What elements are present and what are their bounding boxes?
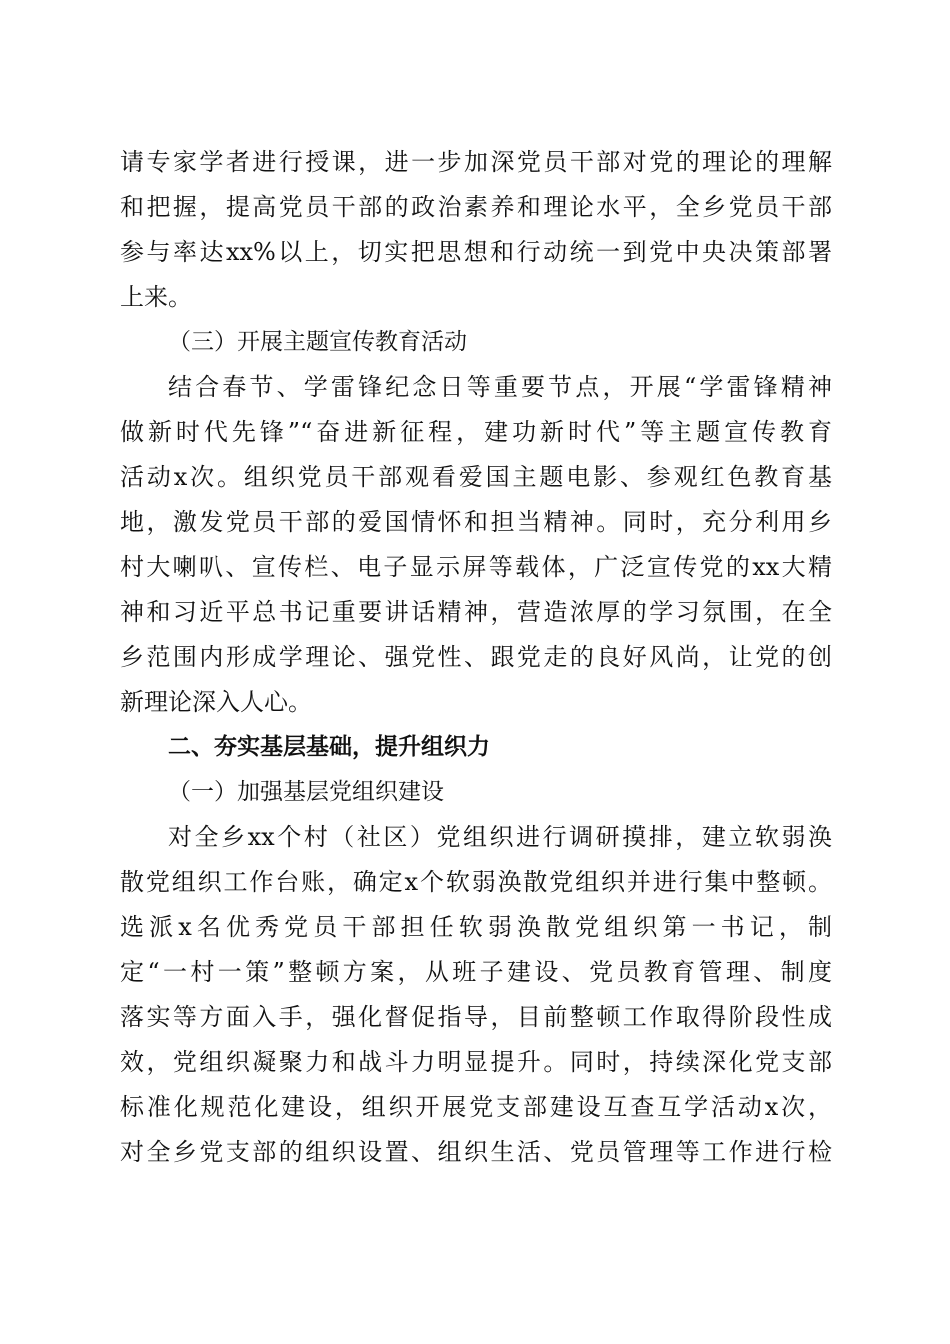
text-line: 对全乡党支部的组织设置、组织生活、党员管理等工作进行检 [120, 1138, 832, 1166]
text-line: 村大喇叭、宣传栏、电子显示屏等载体，广泛宣传党的xx大精 [120, 553, 832, 581]
text-line: 结合春节、学雷锋纪念日等重要节点，开展“学雷锋精神 [168, 373, 832, 401]
subsection-heading-2-1: （一）加强基层党组织建设 [168, 779, 444, 805]
document-page [120, 140, 832, 1175]
text-line: 参与率达xx%以上，切实把思想和行动统一到党中央决策部署 [120, 238, 832, 266]
subsection-heading-3: （三）开展主题宣传教育活动 [168, 329, 467, 355]
text-line: 定“一村一策”整顿方案，从班子建设、党员教育管理、制度 [120, 958, 832, 986]
text-line: 活动x次。组织党员干部观看爱国主题电影、参观红色教育基 [120, 463, 832, 491]
text-line: 地，激发党员干部的爱国情怀和担当精神。同时，充分利用乡 [120, 508, 832, 536]
text-line: 效，党组织凝聚力和战斗力明显提升。同时，持续深化党支部 [120, 1048, 832, 1076]
text-line: 和把握，提高党员干部的政治素养和理论水平，全乡党员干部 [120, 193, 832, 221]
text-line: 新理论深入人心。 [120, 688, 312, 716]
text-line: 乡范围内形成学理论、强党性、跟党走的良好风尚，让党的创 [120, 643, 832, 671]
text-line: 请专家学者进行授课，进一步加深党员干部对党的理论的理解 [120, 148, 832, 176]
text-line: 散党组织工作台账，确定x个软弱涣散党组织并进行集中整顿。 [120, 868, 832, 896]
text-line: 做新时代先锋”“奋进新征程，建功新时代”等主题宣传教育 [120, 418, 832, 446]
text-line: 选派x名优秀党员干部担任软弱涣散党组织第一书记，制 [120, 913, 832, 941]
text-line: 落实等方面入手，强化督促指导，目前整顿工作取得阶段性成 [120, 1003, 832, 1031]
text-line: 标准化规范化建设，组织开展党支部建设互查互学活动x次， [120, 1093, 832, 1121]
paragraph-3 [120, 815, 832, 1175]
paragraph-1 [120, 140, 832, 320]
text-line: 上来。 [120, 283, 192, 311]
text-line: 神和习近平总书记重要讲话精神，营造浓厚的学习氛围，在全 [120, 598, 832, 626]
section-heading-2: 二、夯实基层基础，提升组织力 [168, 734, 490, 760]
text-line: 对全乡xx个村（社区）党组织进行调研摸排，建立软弱涣 [168, 823, 832, 851]
paragraph-2 [120, 365, 832, 725]
